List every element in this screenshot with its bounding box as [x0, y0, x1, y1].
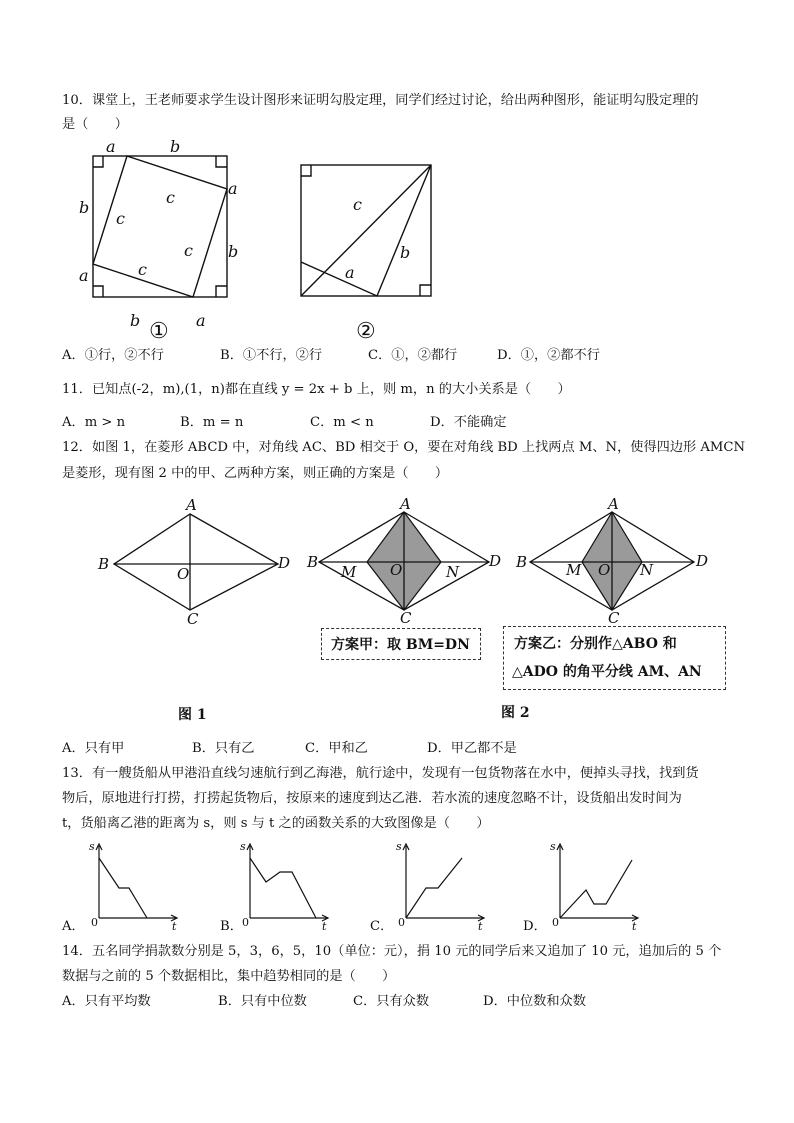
q13-a-t: t [172, 920, 177, 933]
q13-d-s: s [550, 840, 556, 853]
q12-fig2-caption: 图 2 [501, 705, 530, 721]
q12-f2a-O: O [390, 561, 403, 579]
q13-a-origin: 0 [91, 916, 98, 929]
q10-f1-a-bottom: a [196, 311, 206, 330]
q12-figure-2-yi [510, 495, 720, 628]
q12-option-c: C．甲和乙 [305, 741, 368, 756]
q10-f1-c-4: c [138, 260, 147, 279]
q10-f1-b-top: b [170, 137, 181, 156]
q10-f1-c-2: c [166, 188, 175, 207]
q10-figure-1 [76, 137, 246, 344]
q13-option-c-letter: C． [370, 919, 394, 934]
q11-option-b: B．m = n [180, 415, 244, 430]
q13-d-t: t [632, 920, 637, 933]
q12-figure-2-jia [300, 495, 510, 628]
q13-option-b-letter: B． [220, 919, 243, 934]
q12-f1-D: D [278, 554, 291, 572]
q13-a-s: s [89, 840, 95, 853]
q12-f2b-M: M [566, 561, 582, 579]
q13-stem-line3: t，货船离乙港的距离为 s，则 s 与 t 之的函数关系的大致图像是（ ） [62, 816, 490, 831]
q14-option-c: C．只有众数 [353, 994, 430, 1009]
q13-c-s: s [396, 840, 402, 853]
q10-f1-b-left: b [79, 198, 90, 217]
q12-f2a-A: A [400, 495, 411, 513]
q10-f1-a-left: a [79, 266, 89, 285]
q14-option-d: D．中位数和众数 [483, 994, 586, 1009]
q13-stem-line1: 13．有一艘货船从甲港沿直线匀速航行到乙海港，航行途中，发现有一包货物落在水中，便掉头寻找，找到货 [62, 766, 699, 781]
q12-f1-B: B [98, 555, 110, 573]
q12-f2b-N: N [640, 561, 654, 579]
q12-fig1-caption: 图 1 [178, 707, 207, 723]
q13-c-origin: 0 [398, 916, 405, 929]
q13-option-d-letter: D． [523, 919, 547, 934]
q10-stem-line1: 10．课堂上，王老师要求学生设计图形来证明勾股定理，同学们经过讨论，给出两种图形，能证明勾股定理的 [62, 93, 699, 108]
q13-graph-c [392, 838, 492, 933]
q10-option-d: D．①，②都不行 [497, 348, 600, 363]
q10-option-b: B．①不行，②行 [220, 348, 323, 363]
q11-option-c: C．m < n [310, 415, 374, 430]
q10-f2-a: a [345, 263, 355, 282]
q12-f2a-B: B [307, 553, 319, 571]
q10-option-a: A．①行，②不行 [62, 348, 164, 363]
q14-option-b: B．只有中位数 [218, 994, 307, 1009]
q10-stem-line2: 是（ ） [62, 117, 128, 132]
q13-stem-line2: 物后，原地进行打捞，打捞起货物后，按原来的速度到达乙港．若水流的速度忽略不计，设货船出发时间为 [62, 791, 682, 806]
q12-f2a-M: M [341, 563, 357, 581]
q12-f2b-D: D [696, 552, 709, 570]
q12-stem-line2: 是菱形，现有图 2 中的甲、乙两种方案，则正确的方案是（ ） [62, 466, 449, 481]
q12-option-a: A．只有甲 [62, 741, 125, 756]
q14-option-a: A．只有平均数 [62, 994, 151, 1009]
q11-option-d: D．不能确定 [430, 415, 507, 430]
q12-plan-jia-text: 方案甲：取 BM=DN [331, 637, 470, 653]
q13-b-s: s [240, 840, 246, 853]
q12-f2a-N: N [446, 563, 460, 581]
q13-d-origin: 0 [552, 916, 559, 929]
q10-f1-b-right: b [228, 242, 239, 261]
q14-stem-line1: 14．五名同学捐款数分别是 5，3，6，5，10（单位：元），捐 10 元的同学后来又追加了 10 元，追加后的 5 个 [62, 944, 722, 959]
q13-c-t: t [478, 920, 483, 933]
q12-plan-jia-box [321, 628, 481, 660]
q12-f1-C: C [187, 610, 199, 628]
q12-plan-yi-box [503, 626, 726, 690]
q12-plan-yi-line1: 方案乙：分别作△ABO 和 [514, 636, 677, 652]
q13-option-a-letter: A． [62, 919, 85, 934]
q10-f2-b: b [400, 243, 411, 262]
q12-f1-A: A [186, 496, 197, 514]
q10-f1-c-3: c [184, 241, 193, 260]
q12-plan-yi-line2: △ADO 的角平分线 AM、AN [512, 664, 702, 680]
q12-f2b-B: B [516, 553, 528, 571]
q11-option-a: A．m > n [62, 415, 126, 430]
q13-graph-b [236, 838, 336, 933]
q13-b-origin: 0 [242, 916, 249, 929]
q10-option-c: C．①，②都行 [368, 348, 458, 363]
q10-f2-c: c [353, 195, 362, 214]
q12-f2b-O: O [598, 561, 611, 579]
q12-f2a-D: D [489, 552, 502, 570]
q13-graph-d [546, 838, 646, 933]
q13-b-t: t [322, 920, 327, 933]
q10-f1-c-1: c [116, 209, 125, 228]
q10-figure-2 [290, 140, 450, 344]
q12-stem-line1: 12．如图 1，在菱形 ABCD 中，对角线 AC、BD 相交于 O，要在对角线 BD 上找两点 M、N，使得四边形 AMCN [62, 440, 746, 455]
q12-f1-O: O [177, 565, 190, 583]
q14-stem-line2: 数据与之前的 5 个数据相比，集中趋势相同的是（ ） [62, 969, 396, 984]
q12-f2b-C: C [608, 609, 620, 627]
q12-option-b: B．只有乙 [192, 741, 255, 756]
q10-fig1-label: ① [149, 319, 169, 344]
q10-f1-a-top: a [106, 137, 116, 156]
q10-fig2-label: ② [356, 319, 376, 344]
q12-f2b-A: A [608, 495, 619, 513]
q12-figure-1 [92, 498, 292, 633]
q13-graph-a [85, 838, 185, 933]
q12-option-d: D．甲乙都不是 [427, 741, 517, 756]
q11-stem: 11．已知点(-2，m),(1，n)都在直线 y = 2x + b 上，则 m，n 的大小关系是（ ） [62, 382, 571, 397]
q10-f1-a-right: a [228, 179, 238, 198]
q12-f2a-C: C [400, 609, 412, 627]
q10-f1-b-bottom: b [130, 311, 141, 330]
